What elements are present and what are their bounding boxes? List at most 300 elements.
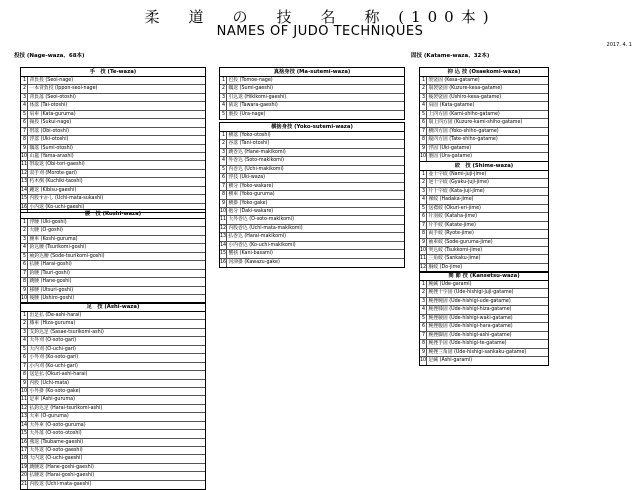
row-number: 10 <box>420 153 427 161</box>
technique-row <box>21 371 205 379</box>
row-number: 4 <box>421 197 425 203</box>
technique-name: 俵返 (Tawara-gaeshi) <box>228 103 278 109</box>
table-header: 横捨身技 (Yoko-sutemi-waza) <box>220 123 404 132</box>
row-number: 10 <box>21 388 28 394</box>
technique-name: 大車 (O-guruma) <box>29 414 69 420</box>
technique-row <box>420 145 548 153</box>
technique-name: 小内返 (Ko-uchi-gaeshi) <box>29 204 85 210</box>
row-number: 12 <box>21 405 28 411</box>
technique-row <box>220 225 404 233</box>
row-number: 3 <box>421 94 425 100</box>
technique-name: 大外刈 (O-soto-gari) <box>29 338 77 344</box>
technique-name: 蟹挟 (Kani-basami) <box>228 251 273 257</box>
technique-name: 大腰 (O-goshi) <box>29 228 63 234</box>
technique-name: 袖車絞 (Sode-guruma-jime) <box>428 239 493 245</box>
row-number: 8 <box>421 137 425 143</box>
technique-row <box>21 388 205 396</box>
technique-name: 送襟絞 (Okuri-eri-jime) <box>428 205 481 211</box>
technique-name: 内巻込 (Uchi-makikomi) <box>228 166 284 172</box>
row-number: 7 <box>22 128 26 134</box>
technique-row <box>420 119 548 127</box>
technique-name: 腕挫三角固 (Ude-hishigi-sankaku-gatame) <box>428 349 527 355</box>
row-number: 6 <box>421 120 425 126</box>
table-header: 絞 技 (Shime-waza) <box>420 162 548 171</box>
technique-row <box>420 205 548 213</box>
technique-name: 裏投 (Ura-nage) <box>228 111 266 117</box>
table-header: 腰 技 (Koshi-waza) <box>21 210 205 219</box>
row-number: 2 <box>22 228 26 234</box>
technique-row <box>21 236 205 244</box>
row-number: 9 <box>421 349 425 355</box>
technique-row <box>21 85 205 93</box>
row-number: 13 <box>21 414 28 420</box>
technique-name: 抱分 (Daki-wakare) <box>228 208 274 214</box>
technique-name: 腕挫腋固 (Ude-hishigi-waki-gatame) <box>428 315 513 321</box>
row-number: 6 <box>421 324 425 330</box>
technique-name: 腕挫膝固 (Ude-hishigi-hiza-gatame) <box>428 307 512 313</box>
technique-row <box>220 102 404 110</box>
technique-name: 引込返 (Hikikomi-gaeshi) <box>228 94 287 100</box>
row-number: 4 <box>22 103 26 109</box>
row-number: 16 <box>21 439 28 445</box>
technique-name: 帯落 (Obi-otoshi) <box>29 128 69 134</box>
technique-row <box>21 161 205 169</box>
technique-name: 掬投 (Sukui-nage) <box>29 120 72 126</box>
technique-row <box>420 323 548 331</box>
technique-name: 横落 (Yoko-otoshi) <box>228 133 271 138</box>
row-number: 2 <box>221 86 225 92</box>
technique-name: 逆十字絞 (Gyaku-juji-jime) <box>428 180 489 186</box>
technique-row <box>420 239 548 247</box>
row-number: 6 <box>22 262 26 268</box>
row-number: 15 <box>21 431 28 437</box>
technique-name: 横四方固 (Yoko-shiho-gatame) <box>428 128 499 134</box>
nage-waza-label: 投技 (Nage-waza、68本) <box>14 53 85 59</box>
technique-name: 大内返 (O-uchi-gaeshi) <box>29 456 83 462</box>
technique-row <box>21 396 205 404</box>
technique-name: 腕挫腹固 (Ude-hishigi-hara-gatame) <box>428 324 513 330</box>
technique-name: 背負投 (Seoi-nage) <box>29 78 74 83</box>
row-number: 16 <box>21 204 28 212</box>
technique-name: 大外返 (O-soto-gaeshi) <box>29 448 83 453</box>
row-number: 18 <box>21 456 28 462</box>
technique-name: 腕挫脚固 (Ude-hishigi-ashi-gatame) <box>428 332 512 338</box>
row-number: 2 <box>22 86 26 92</box>
technique-row <box>220 140 404 148</box>
technique-row <box>21 312 205 320</box>
row-number: 10 <box>21 153 28 159</box>
technique-row <box>21 77 205 85</box>
row-number: 12 <box>21 170 28 176</box>
row-number: 3 <box>421 298 425 304</box>
row-number: 21 <box>21 481 28 489</box>
technique-name: 大外落 (O-soto-otoshi) <box>29 431 82 437</box>
technique-name: 隅落 (Sumi-otoshi) <box>29 145 73 151</box>
technique-row <box>21 422 205 430</box>
row-number: 9 <box>22 145 26 151</box>
technique-name: 支釣込足 (Sasae-tsurikomi-ashi) <box>29 329 104 335</box>
technique-name: 後袈裟固 (Ushiro-kesa-gatame) <box>428 94 502 100</box>
technique-name: 大内刈 (O-uchi-gari) <box>29 346 76 352</box>
katame-waza-label: 固技 (Katame-waza、32本) <box>411 53 490 59</box>
technique-row <box>21 346 205 354</box>
row-number: 13 <box>21 179 28 185</box>
row-number: 4 <box>22 338 26 344</box>
technique-row <box>420 306 548 314</box>
row-number: 9 <box>22 380 26 386</box>
row-number: 17 <box>21 448 28 453</box>
row-number: 10 <box>220 208 227 214</box>
row-number: 9 <box>221 200 225 206</box>
technique-name: 縦四方固 (Tate-shiho-gatame) <box>428 137 498 143</box>
technique-row <box>420 77 548 85</box>
technique-name: 送足払 (Okuri-ashi-harai) <box>29 372 88 378</box>
row-number: 3 <box>22 94 26 100</box>
row-number: 1 <box>221 78 225 83</box>
technique-row <box>420 179 548 187</box>
technique-row <box>220 208 404 216</box>
technique-row <box>21 405 205 413</box>
technique-name: 並十字絞 (Nami-juji-jime) <box>428 172 487 177</box>
technique-name: 釣腰 (Tsuri-goshi) <box>29 270 70 276</box>
technique-row <box>420 85 548 93</box>
row-number: 13 <box>220 234 227 240</box>
technique-name: 払腰 (Harai-goshi) <box>29 262 72 268</box>
row-number: 4 <box>421 307 425 313</box>
row-number: 3 <box>22 329 26 335</box>
row-number: 2 <box>22 321 26 327</box>
technique-row <box>21 278 205 286</box>
technique-row <box>220 166 404 174</box>
row-number: 12 <box>220 225 227 231</box>
row-number: 5 <box>421 205 425 211</box>
technique-name: 帯取返 (Obi-tori-gaeshi) <box>29 162 85 168</box>
technique-row <box>21 227 205 235</box>
technique-name: 双手刈 (Morote-gari) <box>29 170 77 176</box>
technique-row <box>420 332 548 340</box>
technique-name: 跳巻込 (Hane-makikomi) <box>228 149 286 155</box>
technique-name: 横分 (Yoko-wakare) <box>228 183 274 189</box>
technique-row <box>220 149 404 157</box>
row-number: 2 <box>421 86 425 92</box>
row-number: 5 <box>421 315 425 321</box>
table-header: 足 技 (Ashi-waza) <box>21 303 205 312</box>
technique-row <box>21 363 205 371</box>
table-kansetsu-waza <box>419 271 549 366</box>
row-number: 8 <box>22 137 26 143</box>
technique-name: 横掛 (Yoko-gake) <box>228 200 268 206</box>
technique-row <box>21 94 205 102</box>
technique-name: 谷落 (Tani-otoshi) <box>228 141 270 147</box>
row-number: 6 <box>221 175 225 181</box>
technique-name: 払釣込足 (Harai-tsurikomi-ashi) <box>29 405 103 411</box>
technique-name: 河津掛 (Kawazu-gake) <box>228 259 280 265</box>
technique-row <box>420 222 548 230</box>
technique-name: 跳腰返 (Hane-goshi-gaeshi) <box>29 464 94 470</box>
row-number: 11 <box>21 162 28 168</box>
technique-name: 袖釣込腰 (Sode-tsurikomi-goshi) <box>29 253 105 259</box>
row-number: 4 <box>22 245 26 251</box>
technique-name: 片羽絞 (Kataha-jime) <box>428 214 477 220</box>
technique-row <box>420 128 548 136</box>
table-header: 手 技 (Te-waza) <box>21 68 205 77</box>
technique-row <box>220 183 404 191</box>
technique-name: 腕挫腕固 (Ude-hishigi-ude-gatame) <box>428 298 511 304</box>
row-number: 16 <box>220 259 227 267</box>
technique-row <box>420 136 548 144</box>
row-number: 10 <box>420 357 427 365</box>
row-number: 4 <box>421 103 425 109</box>
technique-name: 小内刈 (Ko-uchi-gari) <box>29 363 78 369</box>
technique-row <box>420 315 548 323</box>
technique-row <box>420 357 548 365</box>
technique-row <box>420 255 548 263</box>
technique-row <box>21 102 205 110</box>
technique-name: 腕挫手固 (Ude-hishigi-te-gatame) <box>428 341 507 347</box>
technique-name: 小外掛 (Ko-soto-gake) <box>29 388 81 394</box>
row-number: 4 <box>221 103 225 109</box>
technique-name: 浮固 (Uki-gatame) <box>428 145 472 151</box>
technique-row <box>220 200 404 208</box>
technique-name: 裸絞 (Hadaka-jime) <box>428 197 474 203</box>
technique-name: 腕挫十字固 (Ude-hishigi-juji-gatame) <box>428 290 514 296</box>
technique-row <box>21 170 205 178</box>
technique-row <box>420 213 548 221</box>
row-number: 5 <box>421 111 425 117</box>
row-number: 10 <box>420 247 427 253</box>
technique-row <box>21 128 205 136</box>
technique-row <box>21 145 205 153</box>
technique-row <box>420 281 548 289</box>
technique-row <box>220 94 404 102</box>
row-number: 1 <box>421 282 425 287</box>
technique-name: 踵返 (Kibisu-gaeshi) <box>29 187 77 193</box>
row-number: 9 <box>421 145 425 151</box>
row-number: 6 <box>421 214 425 220</box>
technique-name: 上四方固 (Kami-shiho-gatame) <box>428 111 500 117</box>
technique-name: 隅返 (Sumi-gaeshi) <box>228 86 273 92</box>
technique-row <box>220 233 404 241</box>
row-number: 9 <box>421 239 425 245</box>
technique-row <box>21 329 205 337</box>
technique-name: 跳腰 (Hane-goshi) <box>29 279 72 285</box>
technique-name: 腕緘 (Ude-garami) <box>428 282 472 287</box>
row-number: 10 <box>21 295 28 303</box>
technique-name: 内股 (Uchi-mata) <box>29 380 70 386</box>
row-number: 5 <box>22 253 26 259</box>
row-number: 8 <box>22 372 26 378</box>
technique-name: 大外車 (O-soto-guruma) <box>29 422 86 428</box>
row-number: 11 <box>220 217 227 223</box>
technique-name: 出足払 (De-ashi-harai) <box>29 313 82 318</box>
row-number: 11 <box>21 397 28 403</box>
technique-row <box>21 439 205 447</box>
technique-row <box>420 340 548 348</box>
row-number: 12 <box>420 264 427 272</box>
row-number: 15 <box>220 251 227 257</box>
row-number: 1 <box>421 78 425 83</box>
technique-name: 袈裟固 (Kesa-gatame) <box>428 78 480 83</box>
technique-name: 背負落 (Seoi-otoshi) <box>29 94 76 100</box>
technique-row <box>21 111 205 119</box>
row-number: 19 <box>21 464 28 470</box>
technique-name: 足車 (Ashi-guruma) <box>29 397 75 403</box>
technique-name: 大外巻込 (O-soto-makikomi) <box>228 217 294 223</box>
technique-name: 浮腰 (Uki-goshi) <box>29 220 67 225</box>
row-number: 2 <box>221 141 225 147</box>
technique-name: 崩上四方固 (Kuzure-kami-shiho-gatame) <box>428 120 523 126</box>
technique-row <box>220 111 404 119</box>
technique-name: 三角絞 (Sankaku-jime) <box>428 256 481 262</box>
row-number: 7 <box>22 363 26 369</box>
technique-row <box>420 349 548 357</box>
row-number: 8 <box>221 192 225 198</box>
technique-name: 後腰 (Ushiro-goshi) <box>29 295 75 301</box>
table-yoko-sutemi-waza <box>219 122 405 268</box>
row-number: 5 <box>22 346 26 352</box>
table-te-waza <box>20 67 206 213</box>
table-osaekomi-waza <box>419 67 549 162</box>
technique-row <box>220 242 404 250</box>
technique-name: 片十字絞 (Kata-juji-jime) <box>428 188 485 194</box>
technique-name: 払巻込 (Harai-makikomi) <box>228 234 286 240</box>
technique-name: 胴絞 (Do-jime) <box>428 264 463 270</box>
technique-row <box>220 132 404 140</box>
technique-row <box>220 216 404 224</box>
technique-row <box>21 287 205 295</box>
document-date: 2017. 4. 1 <box>606 42 632 48</box>
technique-name: 肩車 (Kata-guruma) <box>29 111 76 117</box>
technique-row <box>21 153 205 161</box>
technique-name: 払腰返 (Harai-goshi-gaeshi) <box>29 473 95 479</box>
technique-name: 膝車 (Hiza-guruma) <box>29 321 76 327</box>
row-number: 11 <box>420 256 427 262</box>
row-number: 7 <box>421 222 425 228</box>
technique-name: 裏固 (Ura-gatame) <box>428 153 472 159</box>
technique-row <box>21 380 205 388</box>
row-number: 7 <box>22 270 26 276</box>
technique-row <box>420 171 548 179</box>
technique-name: 内股すかし (Uchi-mata-sukashi) <box>29 196 104 202</box>
technique-name: 内股返 (Uchi-mata-gaeshi) <box>29 481 92 487</box>
technique-name: 腰車 (Koshi-guruma) <box>29 236 78 242</box>
technique-name: 小内巻込 (Ko-uchi-makikomi) <box>228 242 296 248</box>
technique-name: 足緘 (Ashi-garami) <box>428 357 473 363</box>
technique-row <box>21 178 205 186</box>
row-number: 3 <box>22 236 26 242</box>
row-number: 5 <box>221 166 225 172</box>
technique-name: 外巻込 (Soto-makikomi) <box>228 158 285 164</box>
technique-row <box>420 289 548 297</box>
row-number: 15 <box>21 196 28 202</box>
row-number: 2 <box>421 180 425 186</box>
table-ma-sutemi-waza <box>219 67 405 120</box>
table-ashi-waza <box>20 302 206 490</box>
row-number: 6 <box>22 355 26 361</box>
row-number: 3 <box>221 149 225 155</box>
row-number: 8 <box>421 231 425 237</box>
row-number: 5 <box>22 111 26 117</box>
technique-row <box>21 455 205 463</box>
technique-row <box>420 230 548 238</box>
row-number: 3 <box>221 94 225 100</box>
row-number: 5 <box>220 111 227 119</box>
technique-name: 浮落 (Uki-otoshi) <box>29 137 69 143</box>
technique-row <box>420 102 548 110</box>
table-header: 真捨身技 (Ma-sutemi-waza) <box>220 68 404 77</box>
technique-row <box>220 191 404 199</box>
technique-name: 釣込腰 (Tsurikomi-goshi) <box>29 245 87 251</box>
row-number: 7 <box>421 128 425 134</box>
technique-row <box>420 94 548 102</box>
technique-name: 体落 (Tai-otoshi) <box>29 103 68 109</box>
technique-name: 移腰 (Utsuri-goshi) <box>29 287 74 293</box>
technique-row <box>21 136 205 144</box>
row-number: 20 <box>21 473 28 479</box>
row-number: 14 <box>21 422 28 428</box>
row-number: 1 <box>22 78 26 83</box>
technique-name: 一本背負投 (Ippon-seoi-nage) <box>29 86 98 92</box>
technique-row <box>21 219 205 227</box>
table-header: 抑 込 技 (Osaekomi-waza) <box>420 68 548 77</box>
technique-name: 朽木倒 (Kuchiki-taoshi) <box>29 179 83 185</box>
technique-row <box>220 85 404 93</box>
technique-row <box>21 430 205 438</box>
row-number: 2 <box>421 290 425 296</box>
technique-row <box>21 481 205 489</box>
technique-name: 内股巻込 (Uchi-mata-makikomi) <box>228 225 303 231</box>
row-number: 4 <box>221 158 225 164</box>
table-shime-waza <box>419 161 549 273</box>
technique-row <box>220 174 404 182</box>
technique-row <box>220 157 404 165</box>
technique-row <box>21 253 205 261</box>
technique-row <box>21 354 205 362</box>
technique-row <box>21 472 205 480</box>
row-number: 9 <box>22 287 26 293</box>
row-number: 1 <box>22 220 26 225</box>
table-header: 関 節 技 (Kansetsu-waza) <box>420 272 548 281</box>
technique-name: 巴投 (Tomoe-nage) <box>228 78 273 83</box>
row-number: 7 <box>421 332 425 338</box>
row-number: 3 <box>421 188 425 194</box>
technique-row <box>21 261 205 269</box>
row-number: 1 <box>22 313 26 318</box>
table-koshi-waza <box>20 209 206 304</box>
technique-name: 燕返 (Tsubame-gaeshi) <box>29 439 84 445</box>
technique-row <box>21 195 205 203</box>
technique-row <box>21 270 205 278</box>
technique-row <box>420 247 548 255</box>
technique-row <box>21 119 205 127</box>
row-number: 8 <box>22 279 26 285</box>
technique-row <box>21 447 205 455</box>
technique-row <box>21 337 205 345</box>
technique-row <box>21 320 205 328</box>
technique-name: 横車 (Yoko-guruma) <box>228 192 275 198</box>
technique-name: 崩袈裟固 (Kuzure-kesa-gatame) <box>428 86 503 92</box>
technique-row <box>21 413 205 421</box>
technique-row <box>21 187 205 195</box>
title-english: NAMES OF JUDO TECHNIQUES <box>216 24 424 39</box>
row-number: 7 <box>221 183 225 189</box>
row-number: 8 <box>421 341 425 347</box>
technique-name: 両手絞 (Ryote-jime) <box>428 231 474 237</box>
technique-name: 突込絞 (Tsukkomi-jime) <box>428 247 483 253</box>
technique-row <box>220 250 404 258</box>
title-japanese: 柔 道 の 技 名 称 (100本) <box>144 8 496 26</box>
row-number: 14 <box>21 187 28 193</box>
